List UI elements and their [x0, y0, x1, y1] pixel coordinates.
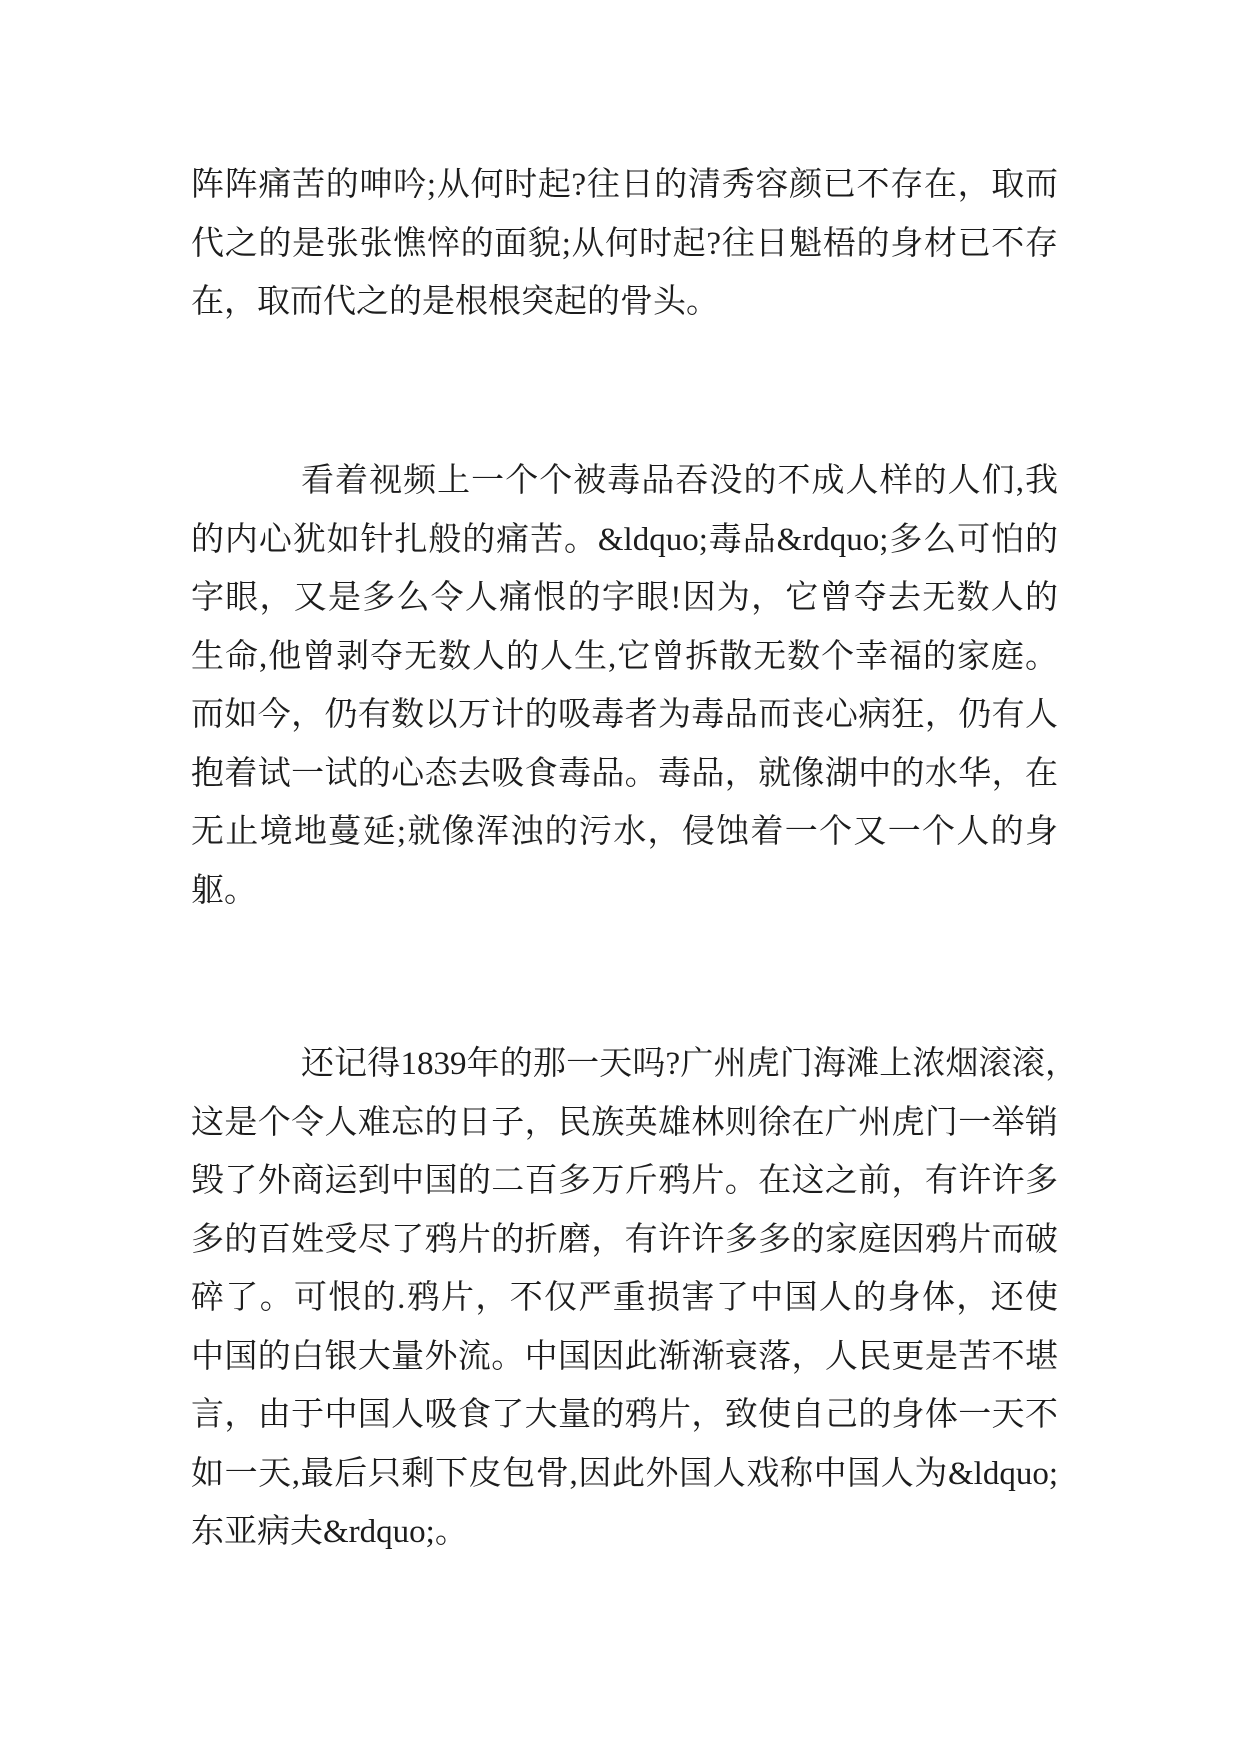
text-line: 抱着试一试的心态去吸食毒品。毒品，就像湖中的水华，在 — [191, 755, 1058, 792]
text-line: 如一天,最后只剩下皮包骨,因此外国人戏称中国人为&ldquo; — [191, 1455, 1058, 1492]
text-line: 阵阵痛苦的呻吟;从何时起?往日的清秀容颜已不存在，取而 — [191, 167, 1058, 203]
paragraph-2 — [191, 452, 1058, 920]
text-line: 字眼，又是多么令人痛恨的字眼!因为，它曾夺去无数人的 — [191, 580, 1058, 616]
text-line: 碎了。可恨的.鸦片，不仅严重损害了中国人的身体，还使 — [191, 1280, 1058, 1316]
text-line: 言，由于中国人吸食了大量的鸦片，致使自己的身体一天不 — [191, 1397, 1058, 1433]
text-line: 中国的白银大量外流。中国因此渐渐衰落，人民更是苦不堪 — [191, 1338, 1058, 1375]
text-line: 代之的是张张憔悴的面貌;从何时起?往日魁梧的身材已不存 — [191, 225, 1058, 262]
text-line: 这是个令人难忘的日子，民族英雄林则徐在广州虎门一举销 — [191, 1104, 1058, 1141]
text-line: 多的百姓受尽了鸦片的折磨，有许许多多的家庭因鸦片而破 — [191, 1221, 1058, 1258]
text-line: 还记得1839年的那一天吗?广州虎门海滩上浓烟滚滚， — [301, 1046, 1078, 1082]
text-line: 生命,他曾剥夺无数人的人生,它曾拆散无数个幸福的家庭。 — [191, 638, 1058, 675]
text-line: 无止境地蔓延;就像浑浊的污水，侵蚀着一个又一个人的身 — [191, 814, 1058, 850]
paragraph-3 — [191, 1035, 1078, 1562]
text-line: 躯。 — [191, 872, 257, 909]
text-line: 而如今，仍有数以万计的吸毒者为毒品而丧心病狂，仍有人 — [191, 697, 1058, 733]
paragraph-1 — [191, 156, 1058, 332]
text-line: 毁了外商运到中国的二百多万斤鸦片。在这之前，有许许多 — [191, 1163, 1058, 1199]
text-line: 的内心犹如针扎般的痛苦。&ldquo;毒品&rdquo;多么可怕的 — [191, 521, 1058, 558]
text-line: 在，取而代之的是根根突起的骨头。 — [191, 284, 719, 320]
text-line: 东亚病夫&rdquo;。 — [191, 1514, 468, 1550]
text-line: 看着视频上一个个被毒品吞没的不成人样的人们,我 — [301, 463, 1058, 499]
